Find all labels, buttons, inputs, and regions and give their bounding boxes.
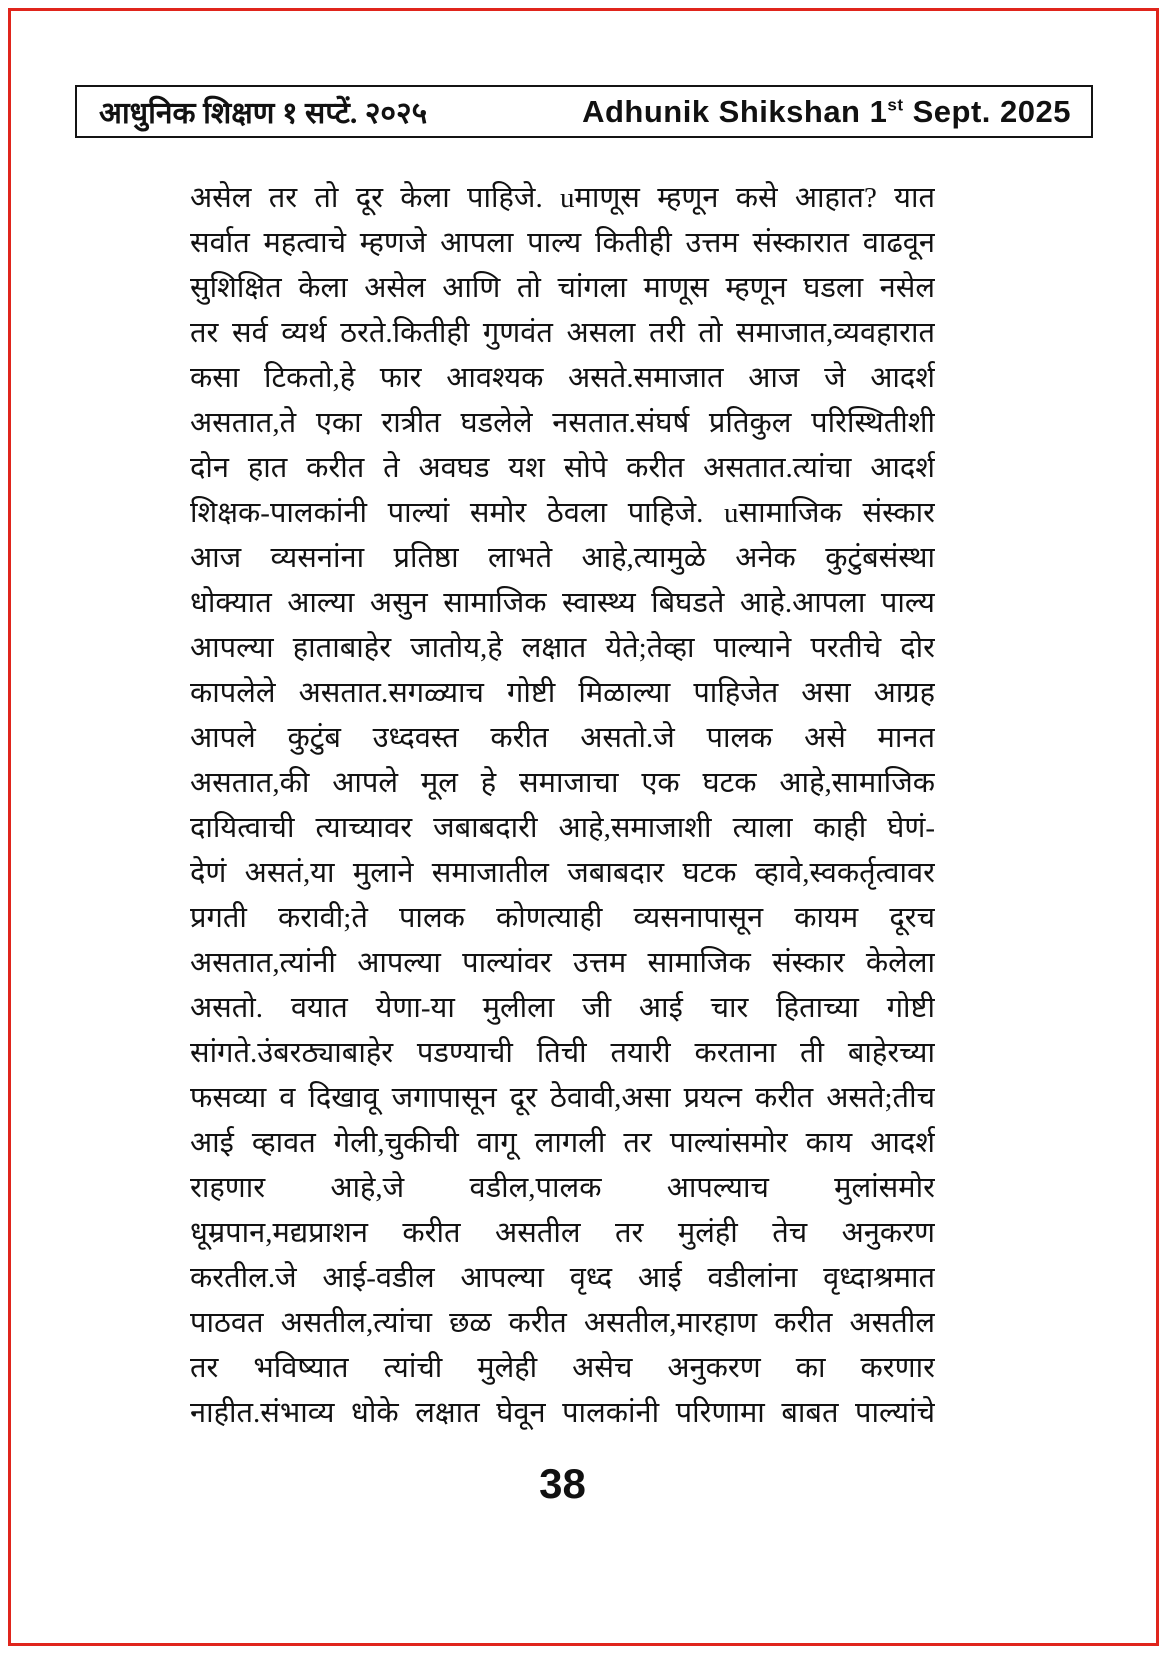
text-line: फसव्या व दिखावू जगापासून दूर ठेवावी,असा प्रयत्न करीत असते;तीच <box>190 1082 935 1114</box>
text-line: देणं असतं,या मुलाने समाजातील जबाबदार घटक व्हावे,स्वकर्तृत्वावर <box>190 857 935 889</box>
text-line: राहणार आहे,जे वडील,पालक आपल्याच मुलांसमोर <box>190 1172 935 1204</box>
header-title-english <box>582 94 1071 130</box>
text-line: नाहीत.संभाव्य धोके लक्षात घेवून पालकांनी परिणामा बाबत पाल्यांचे <box>190 1397 935 1429</box>
page-number: 38 <box>539 1460 586 1507</box>
text-line: धूम्रपान,मद्यप्राशन करीत असतील तर मुलंही तेच अनुकरण <box>190 1217 935 1249</box>
text-line: आई व्हावत गेली,चुकीची वागू लागली तर पाल्यांसमोर काय आदर्श <box>190 1127 935 1159</box>
text-line: दायित्वाची त्याच्यावर जबाबदारी आहे,समाजाशी त्याला काही घेणं- <box>190 812 935 844</box>
text-line: तर सर्व व्यर्थ ठरते.कितीही गुणवंत असला तरी तो समाजात,व्यवहारात <box>190 317 935 349</box>
header-title-marathi: आधुनिक शिक्षण १ सप्टें. २०२५ <box>99 97 428 130</box>
text-line: दोन हात करीत ते अवघड यश सोपे करीत असतात.त्यांचा आदर्श <box>190 452 935 484</box>
text-line: कसा टिकतो,हे फार आवश्यक असते.समाजात आज जे आदर्श <box>190 362 935 394</box>
text-line: करतील.जे आई-वडील आपल्या वृध्द आई वडीलांना वृध्दाश्रमात <box>190 1262 935 1294</box>
text-line: आपल्या हाताबाहेर जातोय,हे लक्षात येते;तेव्हा पाल्याने परतीचे दोर <box>190 632 935 664</box>
text-line: आपले कुटुंब उध्दवस्त करीत असतो.जे पालक असे मानत <box>190 722 935 754</box>
text-line: असतात,त्यांनी आपल्या पाल्यांवर उत्तम सामाजिक संस्कार केलेला <box>190 947 935 979</box>
text-line: असतो. वयात येणा-या मुलीला जी आई चार हिताच्या गोष्टी <box>190 992 935 1024</box>
header-title-english-date: Sept. 2025 <box>903 93 1071 129</box>
text-line: सांगते.उंबरठ्याबाहेर पडण्याची तिची तयारी करताना ती बाहेरच्या <box>190 1037 935 1069</box>
text-line: शिक्षक-पालकांनी पाल्यां समोर ठेवला पाहिजे. uसामाजिक संस्कार <box>190 497 935 529</box>
header-title-english-main: Adhunik Shikshan 1 <box>582 93 888 129</box>
text-line: असतात,ते एका रात्रीत घडलेले नसतात.संघर्ष प्रतिकुल परिस्थितीशी <box>190 407 935 439</box>
article-body <box>190 176 935 1436</box>
text-line: सुशिक्षित केला असेल आणि तो चांगला माणूस म्हणून घडला नसेल <box>190 272 935 304</box>
text-line: धोक्यात आल्या असुन सामाजिक स्वास्थ्य बिघडते आहे.आपला पाल्य <box>190 587 935 619</box>
text-line: सर्वात महत्वाचे म्हणजे आपला पाल्य कितीही उत्तम संस्कारात वाढवून <box>190 227 935 259</box>
text-line: पाठवत असतील,त्यांचा छळ करीत असतील,मारहाण करीत असतील <box>190 1307 935 1339</box>
text-line: प्रगती करावी;ते पालक कोणत्याही व्यसनापासून कायम दूरच <box>190 902 935 934</box>
text-line: आज व्यसनांना प्रतिष्ठा लाभते आहे,त्यामुळे अनेक कुटुंबसंस्था <box>190 542 935 574</box>
page-header <box>75 85 1093 138</box>
header-title-english-ordinal: st <box>887 95 904 115</box>
text-line: कापलेले असतात.सगळ्याच गोष्टी मिळाल्या पाहिजेत असा आग्रह <box>190 677 935 709</box>
text-line: असेल तर तो दूर केला पाहिजे. uमाणूस म्हणून कसे आहात? यात <box>190 182 935 214</box>
text-line: असतात,की आपले मूल हे समाजाचा एक घटक आहे,सामाजिक <box>190 767 935 799</box>
text-line: तर भविष्यात त्यांची मुलेही असेच अनुकरण का करणार <box>190 1352 935 1384</box>
